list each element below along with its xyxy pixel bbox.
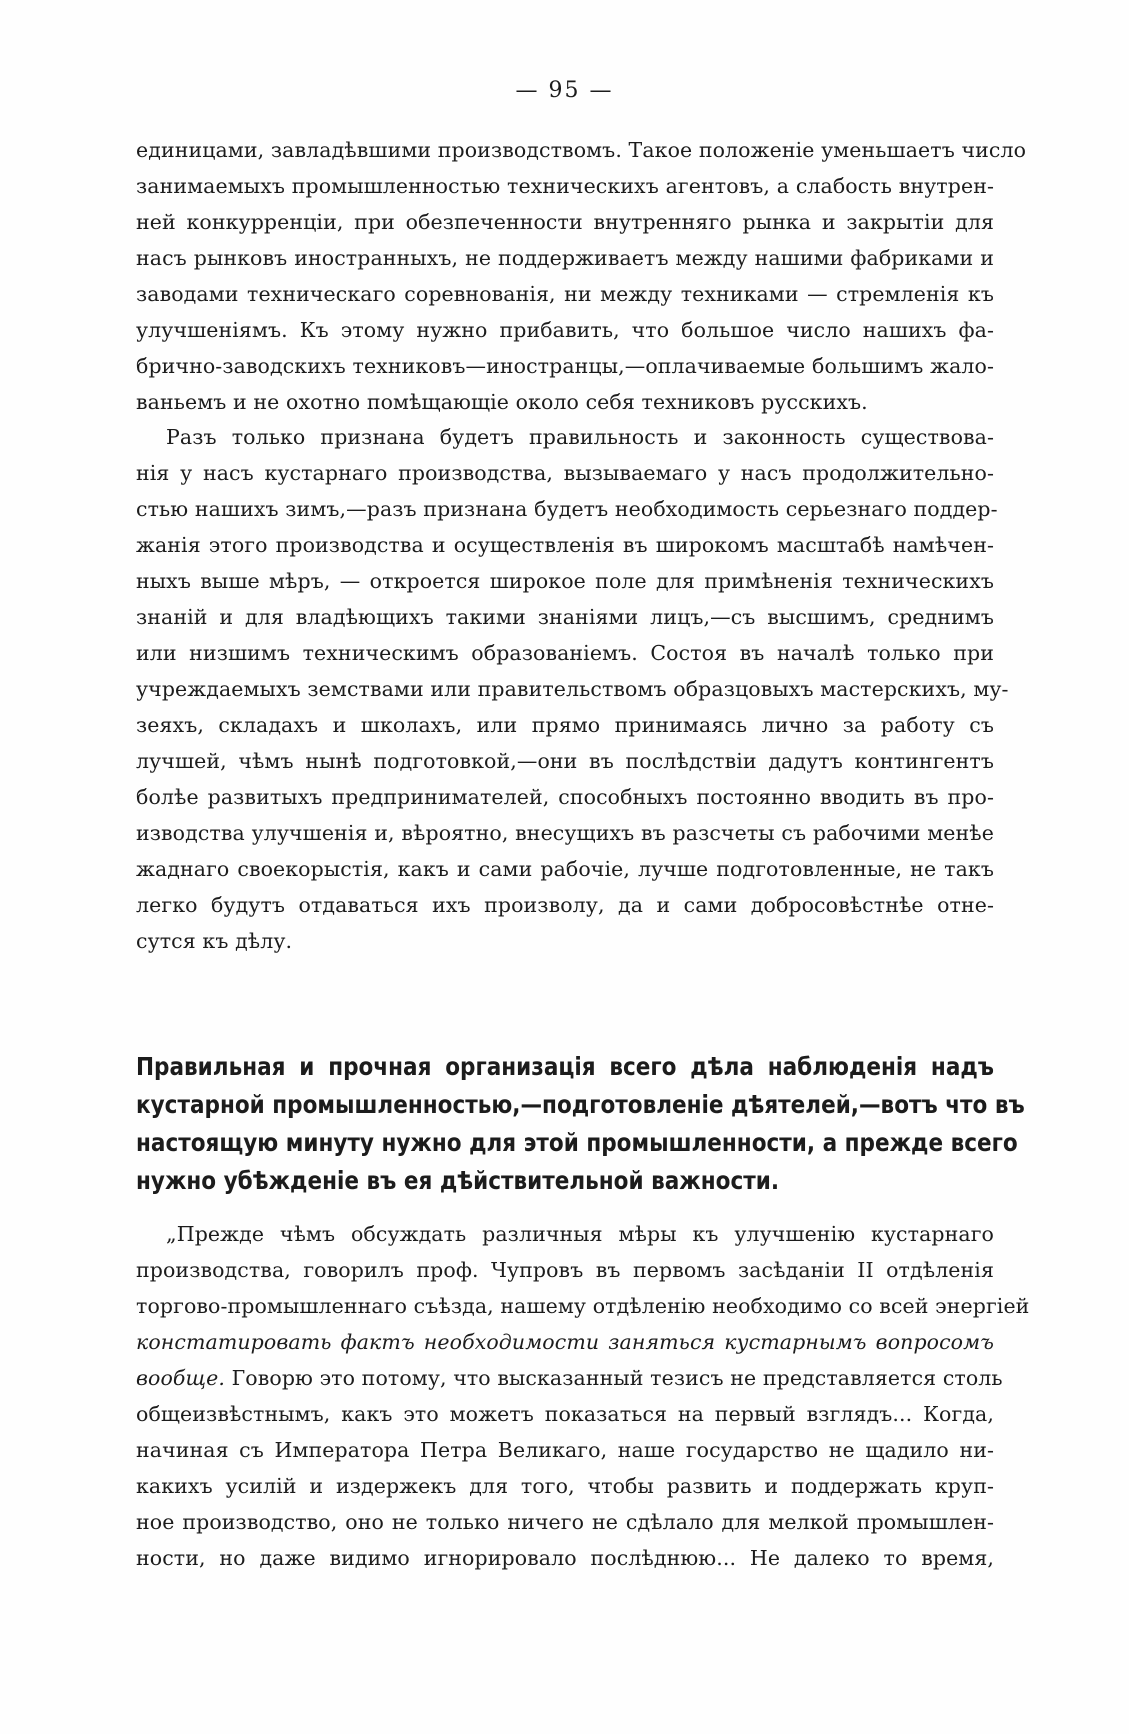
text-line: зеяхъ, складахъ и школахъ, или прямо принимаясь лично за работу съ — [136, 713, 994, 737]
text-line: нія у насъ кустарнаго производства, вызываемаго у насъ продолжительно- — [136, 461, 994, 485]
page-number: — 95 — — [515, 78, 614, 103]
text-line: ней конкурренціи, при обезпеченности внутренняго рынка и закрытіи для — [136, 210, 994, 234]
heading-line: Правильная и прочная организація всего дѣла наблюденія надъ — [136, 1052, 994, 1081]
text-line: стью нашихъ зимъ,—разъ признана будетъ необходимость серьезнаго поддер- — [136, 497, 998, 521]
text-line: единицами, завладѣвшими производствомъ. Такое положеніе уменьшаетъ число — [136, 138, 1027, 162]
text-line: Разъ только признана будетъ правильность и законность существова- — [166, 425, 994, 449]
text-line: улучшеніямъ. Къ этому нужно прибавить, что большое число нашихъ фа- — [136, 318, 994, 342]
text-line: или низшимъ техническимъ образованіемъ. Состоя въ началѣ только при — [136, 641, 994, 665]
text-line: жанія этого производства и осуществленія въ широкомъ масштабѣ намѣчен- — [136, 533, 994, 557]
text-line: ныхъ выше мѣръ, — откроется широкое поле для примѣненія техническихъ — [136, 569, 994, 593]
paragraph-1 — [136, 132, 1027, 420]
text-line: начиная съ Императора Петра Великаго, наше государство не щадило ни- — [136, 1438, 994, 1462]
paragraph-3 — [136, 1216, 1030, 1576]
heading-line: нужно убѣжденіе въ ея дѣйствительной важности. — [136, 1166, 780, 1195]
text-line: ное производство, оно не только ничего не сдѣлало для мелкой промышлен- — [136, 1510, 994, 1534]
emphasis-heading — [136, 1048, 1025, 1200]
text-line: легко будутъ отдаваться ихъ произволу, да и сами добросовѣстнѣе отне- — [136, 893, 994, 917]
text-line: ности, но даже видимо игнорировало послѣднюю... Не далеко то время, — [136, 1546, 994, 1570]
heading-line: настоящую минуту нужно для этой промышленности, а прежде всего — [136, 1128, 1018, 1157]
text-line: болѣе развитыхъ предпринимателей, способныхъ постоянно вводить въ про- — [136, 785, 994, 809]
text-line: жаднаго своекорыстія, какъ и сами рабочіе, лучше подготовленные, не такъ — [136, 857, 994, 881]
italic-segment: вообще. — [136, 1366, 225, 1390]
text-line: знаній и для владѣющихъ такими знаніями лицъ,—съ высшимъ, среднимъ — [136, 605, 994, 629]
text-line: какихъ усилій и издержекъ для того, чтобы развить и поддержать круп- — [136, 1474, 994, 1498]
text-line: насъ рынковъ иностранныхъ, не поддерживаетъ между нашими фабриками и — [136, 246, 994, 270]
text-segment: Говорю это потому, что высказанный тезисъ не представляется столь — [225, 1366, 1003, 1390]
text-line: заводами техническаго соревнованія, ни между техниками — стремленія къ — [136, 282, 994, 306]
text-line: производства, говорилъ проф. Чупровъ въ первомъ засѣданіи II отдѣленія — [136, 1258, 994, 1282]
text-line: занимаемыхъ промышленностью техническихъ агентовъ, а слабость внутрен- — [136, 174, 994, 198]
paragraph-2 — [136, 419, 1009, 959]
text-line: общеизвѣстнымъ, какъ это можетъ показаться на первый взглядъ... Когда, — [136, 1402, 994, 1426]
text-line: ваньемъ и не охотно помѣщающіе около себя техниковъ русскихъ. — [136, 390, 868, 414]
text-line: изводства улучшенія и, вѣроятно, внесущихъ въ разсчеты съ рабочими менѣе — [136, 821, 994, 845]
text-line: лучшей, чѣмъ нынѣ подготовкой,—они въ послѣдствіи дадутъ контингентъ — [136, 749, 994, 773]
heading-line: кустарной промышленностью,—подготовленіе дѣятелей,—вотъ что въ — [136, 1090, 1025, 1119]
text-line: учреждаемыхъ земствами или правительствомъ образцовыхъ мастерскихъ, му- — [136, 677, 1009, 701]
text-line: сутся къ дѣлу. — [136, 929, 293, 953]
text-line: „Прежде чѣмъ обсуждать различныя мѣры къ улучшенію кустарнаго — [166, 1222, 994, 1246]
text-line: брично-заводскихъ техниковъ—иностранцы,—оплачиваемые большимъ жало- — [136, 354, 994, 378]
italic-text-line: констатировать фактъ необходимости заняться кустарнымъ вопросомъ — [136, 1330, 994, 1354]
text-line: торгово-промышленнаго съѣзда, нашему отдѣленію необходимо со всей энергіей — [136, 1294, 1030, 1318]
text-line — [136, 1360, 1003, 1396]
